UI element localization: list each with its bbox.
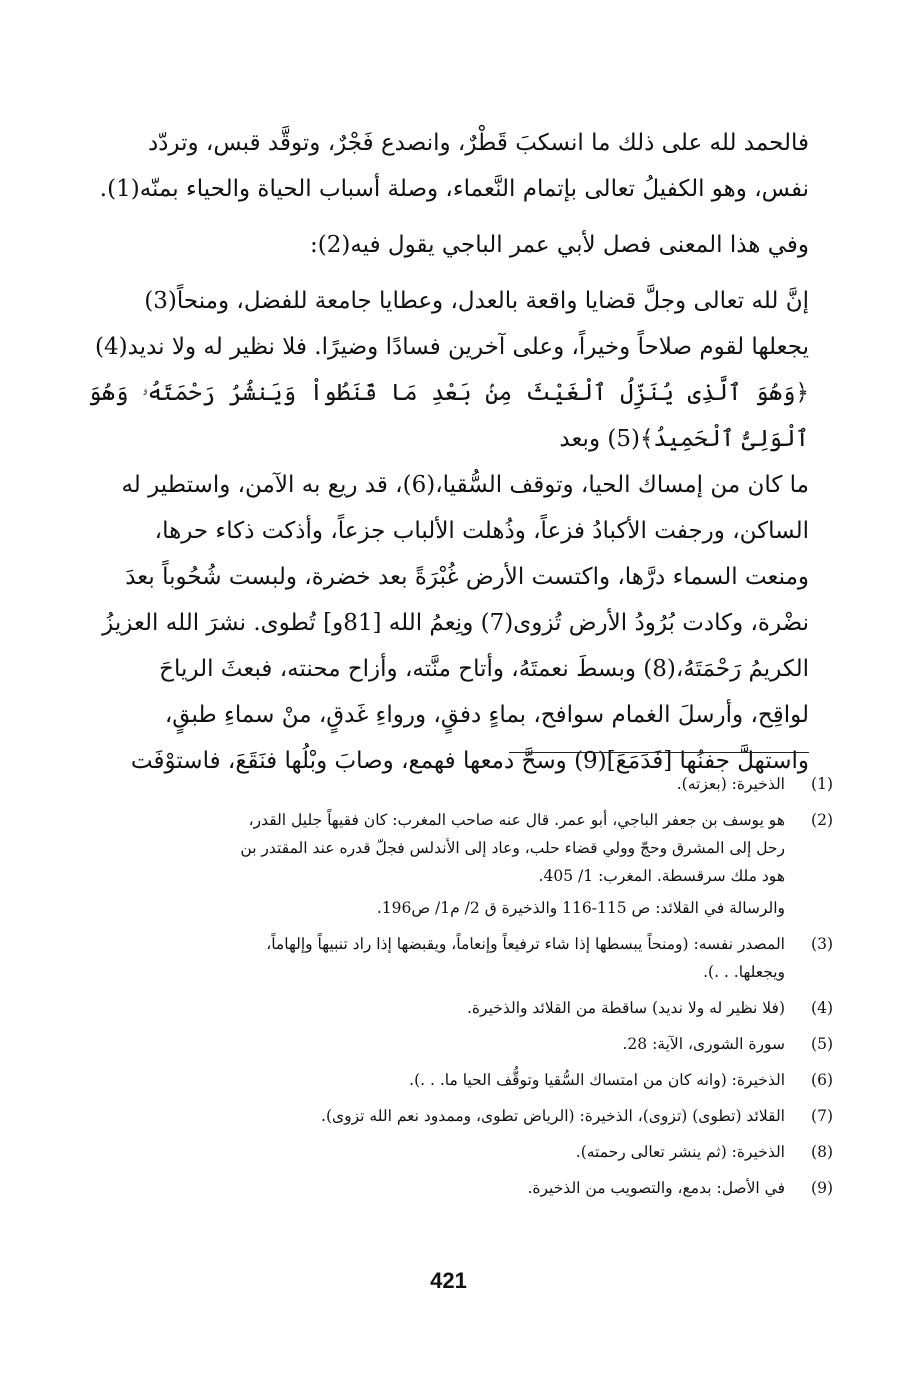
page-number: 421 (430, 1268, 467, 1293)
text-line: نضْرة، وكادت بُرُودُ الأرض تُزوى(7) ونِعمُ الله [81و] تُطوى. نشرَ الله العزيزُ (102, 610, 809, 636)
footnotes (88, 770, 833, 1210)
footnote-number: (1) (811, 775, 833, 793)
footnote-number: (5) (811, 1035, 833, 1053)
footnote (88, 1138, 833, 1166)
footnote-text (88, 806, 785, 922)
footnote (88, 770, 833, 798)
footnote-text (88, 930, 785, 986)
paragraph (88, 120, 809, 212)
quran-verse-line: ﴿وَهُوَ ٱلَّذِى يُنَزِّلُ ٱلْغَيْثَ مِنۢ بَعْدِ مَا قَنَطُواْ وَيَنشُرُ رَحْمَتَهُۥ وَهُوَ ٱلْوَلِىُّ ٱلْحَمِيدُ﴾(5) وبعد (88, 380, 809, 452)
footnote-line: الذخيرة: (وانه كان من امتساك السُّقيا وتوقُّف الحيا ما. . .). (409, 1071, 785, 1089)
footnote (88, 930, 833, 986)
footnote-text (88, 1138, 785, 1166)
text-line: فالحمد لله على ذلك ما انسكبَ قَطْرٌ، وانصدع فَجْرٌ، وتوقَّد قبس، وتردّد (147, 130, 809, 156)
footnote-line: ويجعلها. . .). (703, 963, 785, 981)
footnote-line: سورة الشورى، الآية: 28. (622, 1035, 785, 1053)
footnote-line: (فلا نظير له ولا نديد) ساقطة من القلائد والذخيرة. (466, 999, 785, 1017)
footnote-text (88, 1102, 785, 1130)
main-text (88, 120, 809, 794)
footnote-text (88, 994, 785, 1022)
footnote-line: هو يوسف بن جعفر الباجي، أبو عمر. قال عنه صاحب المغرب: كان فقيهاً جليل القدر، (248, 811, 785, 829)
footnote-line: الذخيرة: (بعزته). (676, 775, 785, 793)
text-line: نفس، وهو الكفيلُ تعالى بإتمام النَّعماء، وصلة أسباب الحياة والحياء بمنّه(1). (99, 176, 809, 202)
text-line: ومنعت السماء درَّها، واكتست الأرض غُبْرَةً بعد خضرة، ولبست شُحُوباً بعدَ (125, 564, 809, 590)
footnote-line: رحل إلى المشرق وحجّ وولي قضاء حلب، وعاد إلى الأندلس فجلّ قدره عند المقتدر بن (240, 839, 785, 857)
text-line: ما كان من إمساك الحيا، وتوقف السُّقيا،(6)، قد ريع به الآمن، واستطير له (121, 472, 809, 498)
footnote-line: المصدر نفسه: (ومنحاً يبسطها إذا شاء ترفيعاً وإنعاماً، ويقبضها إذا راد تنبيهاً وإلهاماً، (266, 935, 785, 953)
footnote-number: (2) (811, 811, 833, 829)
footnote-line: والرسالة في القلائد: ص 115-116 والذخيرة ق 2/ م1/ ص196. (376, 899, 785, 917)
footnote (88, 1174, 833, 1202)
footnote (88, 1066, 833, 1094)
footnote-number: (3) (811, 935, 833, 953)
footnote (88, 806, 833, 922)
paragraph (88, 278, 809, 784)
text-line: الساكن، ورجفت الأكبادُ فزعاً، وذُهلت الألباب جزعاً، وأذكت ذكاء حرها، (154, 518, 809, 544)
footnote-separator (509, 752, 809, 753)
text-line: إنَّ لله تعالى وجلَّ قضايا واقعة بالعدل، وعطايا جامعة للفضل، ومنحاً(3) (144, 288, 809, 314)
text-line: الكريمُ رَحْمَتَهُ،(8) وبسطَ نعمتَهُ، وأتاح منَّته، وأزاح محنته، فبعثَ الرياحَ (159, 656, 809, 682)
footnote-line: الذخيرة: (ثم ينشر تعالى رحمته). (575, 1143, 785, 1161)
footnote-text (88, 1030, 785, 1058)
text-line: يجعلها لقوم صلاحاً وخيراً، وعلى آخرين فسادًا وضيرًا. فلا نظير له ولا نديد(4) (95, 334, 809, 360)
paragraph (88, 222, 809, 268)
footnote-line: في الأصل: بدمع، والتصويب من الذخيرة. (527, 1179, 785, 1197)
footnote-line: القلائد (تطوى) (تزوى)، الذخيرة: (الرياض تطوى، وممدود نعم الله تزوى). (321, 1107, 785, 1125)
footnote-number: (9) (811, 1179, 833, 1197)
text-line: وفي هذا المعنى فصل لأبي عمر الباجي يقول فيه(2): (310, 232, 809, 258)
footnote (88, 1102, 833, 1130)
footnote (88, 994, 833, 1022)
footnote-number: (8) (811, 1143, 833, 1161)
footnote-line: هود ملك سرقسطة. المغرب: 1/ 405. (538, 867, 785, 885)
text-line: لواقِح، وأرسلَ الغمام سوافح، بماءٍ دفقٍ، ورواءِ غَدقٍ، منْ سماءِ طبقٍ، (164, 702, 809, 728)
footnote-number: (6) (811, 1071, 833, 1089)
footnote-text (88, 770, 785, 798)
footnote-text (88, 1174, 785, 1202)
footnote (88, 1030, 833, 1058)
text-line: واستهلَّ جفنُها [فَدَمَعَ](9) وسحَّ دمعها فهمع، وصابَ وبْلُها فنَقَعَ، فاستوْفَت (130, 748, 809, 774)
footnote-number: (4) (811, 999, 833, 1017)
footnote-text (88, 1066, 785, 1094)
footnote-number: (7) (811, 1107, 833, 1125)
